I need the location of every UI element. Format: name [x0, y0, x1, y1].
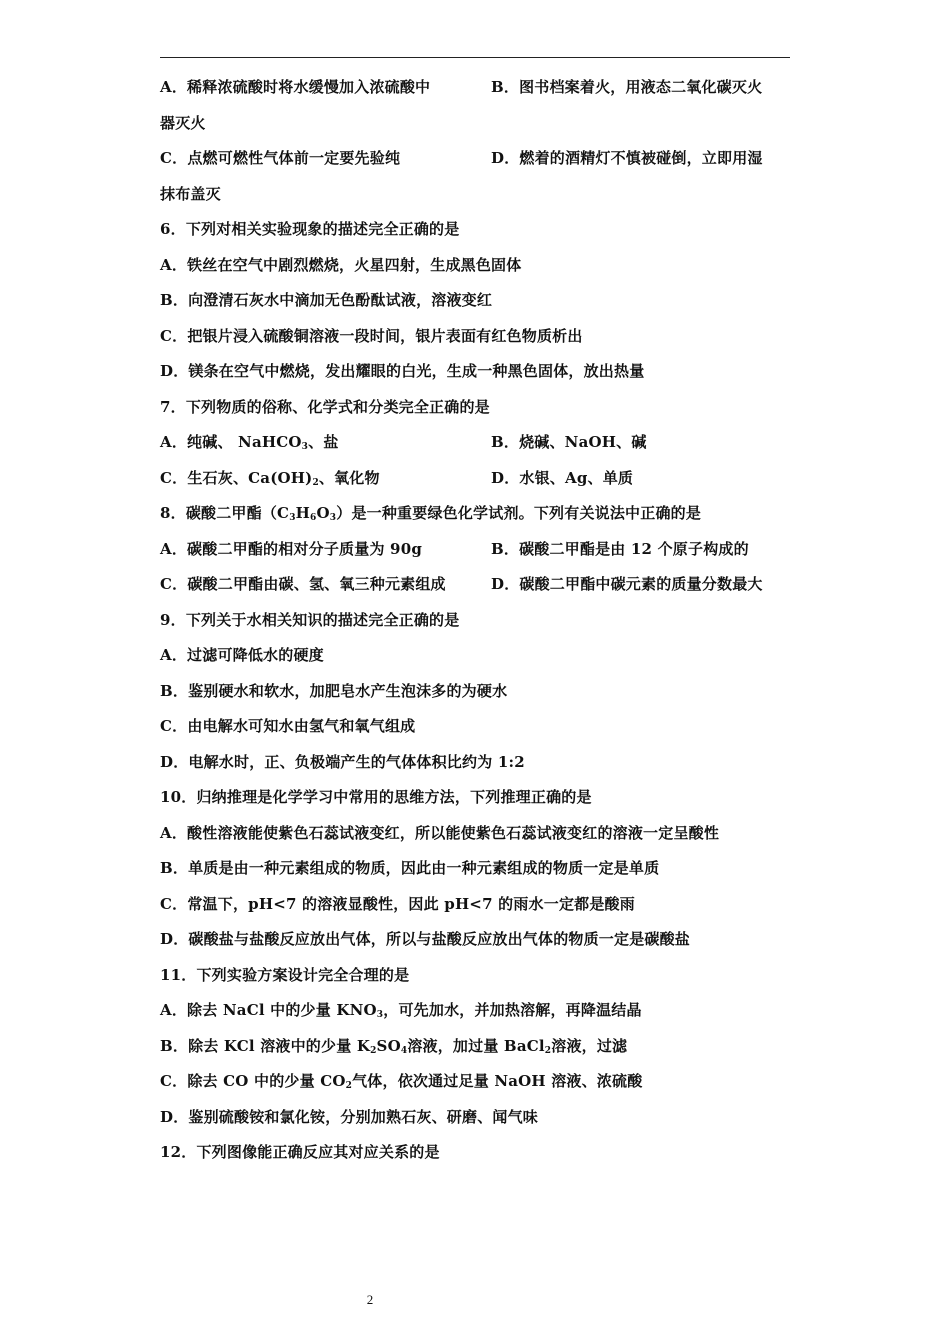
q6-stem: 6．下列对相关实验现象的描述完全正确的是	[160, 220, 460, 238]
q7-row-cd	[160, 461, 790, 497]
q8-stem: 8．碳酸二甲酯$(C_3H_6O_3)$是一种重要绿色化学试剂。下列有关说法中正确的是	[160, 504, 702, 523]
q7-option-d: D．水银、Ag、单质	[491, 468, 634, 487]
q10-option-d: D．碳酸盐与盐酸反应放出气体，所以与盐酸反应放出气体的物质一定是碳酸盐	[160, 930, 691, 948]
q8-row-ab	[160, 532, 790, 568]
q11-stem: 11．下列实验方案设计完全合理的是	[160, 965, 410, 984]
q10-option-c: C．常温下，pH<7 的溶液显酸性，因此 pH<7 的雨水一定都是酸雨	[160, 894, 635, 913]
q11-option-a: A．除去 NaCl 中的少量 $KNO_3$，可先加水，并加热溶解，再降温结晶	[160, 1001, 642, 1020]
q6-option-c: C．把银片浸入硫酸铜溶液一段时间，银片表面有红色物质析出	[160, 326, 583, 345]
q12-stem: 12．下列图像能正确反应其对应关系的是	[160, 1143, 440, 1161]
q7-option-c: C．生石灰、$Ca(OH)_2$、氧化物	[160, 468, 380, 488]
header-rule	[160, 57, 790, 58]
q5-option-a: A．稀释浓硫酸时将水缓慢加入浓硫酸中	[160, 78, 431, 96]
q9-option-a: A．过滤可降低水的硬度	[160, 646, 324, 664]
q9-option-b: B．鉴别硬水和软水，加肥皂水产生泡沫多的为硬水	[160, 681, 508, 700]
q8-option-d: D．碳酸二甲酯中碳元素的质量分数最大	[491, 575, 763, 593]
q8-option-b: B．碳酸二甲酯是由 12 个原子构成的	[491, 539, 749, 558]
q9-stem: 9．下列关于水相关知识的描述完全正确的是	[160, 610, 460, 629]
q7-row-ab	[160, 425, 790, 461]
q5-option-c: C．点燃可燃性气体前一定要先验纯	[160, 149, 401, 167]
q10-option-a: A．酸性溶液能使紫色石蕊试液变红，所以能使紫色石蕊试液变红的溶液一定呈酸性	[160, 823, 720, 842]
q8-option-c: C．碳酸二甲酯由碳、氢、氧三种元素组成	[160, 575, 446, 593]
q5-row-cd	[160, 141, 790, 177]
q7-option-a: A．纯碱、 NaHCO$_3$、盐	[160, 433, 339, 452]
q8-row-cd	[160, 567, 790, 603]
q10-stem: 10．归纳推理是化学学习中常用的思维方法，下列推理正确的是	[160, 788, 592, 806]
q5-option-b: B．图书档案着火，用液态二氧化碳灭火	[491, 78, 763, 96]
q7-stem: 7．下列物质的俗称、化学式和分类完全正确的是	[160, 397, 490, 416]
q11-option-b: B．除去 KCl 溶液中的少量 $K_2SO_4$溶液，加过量 BaCl$_2$溶液，过滤	[160, 1036, 628, 1056]
q9-option-d: D．电解水时，正、负极端产生的气体体积比约为 1:2	[160, 752, 525, 771]
page-number: 2	[366, 1292, 374, 1307]
q11-option-c: C．除去 CO 中的少量 $CO_2$气体，依次通过足量 NaOH 溶液、浓硫酸	[160, 1072, 643, 1091]
q5-option-d: D．燃着的酒精灯不慎被碰倒，立即用湿	[491, 149, 763, 167]
q10-option-b: B．单质是由一种元素组成的物质，因此由一种元素组成的物质一定是单质	[160, 859, 660, 877]
q5-option-b-continued: 器灭火	[160, 113, 206, 132]
q9-option-c: C．由电解水可知水由氢气和氧气组成	[160, 717, 416, 735]
q5-option-d-continued: 抹布盖灭	[160, 184, 221, 203]
q7-option-b: B．烧碱、NaOH、碱	[491, 433, 647, 451]
q6-option-a: A．铁丝在空气中剧烈燃烧，火星四射，生成黑色固体	[160, 255, 522, 274]
question-content	[160, 70, 790, 1171]
q8-option-a: A．碳酸二甲酯的相对分子质量为 90g	[160, 539, 423, 558]
q6-option-d: D．镁条在空气中燃烧，发出耀眼的白光，生成一种黑色固体，放出热量	[160, 362, 645, 380]
q5-row-ab	[160, 70, 790, 106]
q11-option-d: D．鉴别硫酸铵和氯化铵，分别加熟石灰、研磨、闻气味	[160, 1107, 539, 1126]
q6-option-b: B．向澄清石灰水中滴加无色酚酞试液，溶液变红	[160, 291, 493, 309]
